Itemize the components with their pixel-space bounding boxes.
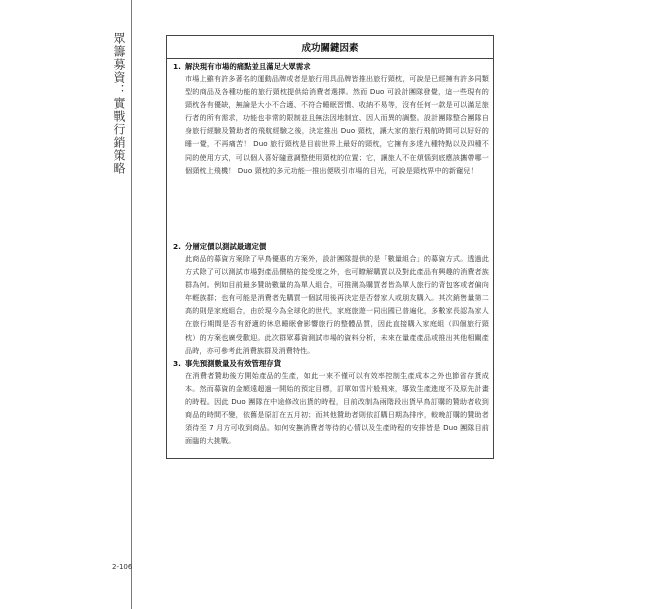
section-2 [173,241,489,357]
section-number: 1. [173,62,181,71]
key-factors-box [166,35,494,459]
section-heading [173,241,489,252]
section-number: 2. [173,242,181,251]
section-title: 分層定價以測試最適定價 [185,242,267,251]
section-title: 解決現有市場的痛點並且滿足大眾需求 [185,62,311,71]
section-body: 市場上雖有許多著名的運動品牌或者是旅行用具品牌皆推出旅行頸枕，可說是已經擁有許多同類型的商品及各種功能的旅行頸枕提供給消費者選擇。然而 Duo 可設計團隊發覺，這一些現有的頸枕各有優缺，無論是大小不合適、不符合睡眠習慣、收納不易等，沒有任何一款是可以滿足旅行者的所有需求，功能也非常的限制並且無法因地制宜、因人而異的調整。設計團隊整合團隊自身旅行經驗及贊助者的飛航經驗之後，決定推出 Duo 頸枕，讓大家的旅行飛航時間可以好好的睡一覺，不再痛苦！ Duo 旅行頸枕是目前世界上最好的頸枕，它擁有多達九種特點以及四種不同的使用方式，可以個人喜好隨意調整使用頸枕的位置；它，讓旅人不在煩惱到底應該攜帶哪一個頸枕上飛機！ Duo 頸枕的多元功能一推出便吸引市場的目光，可說是頸枕界中的新寵兒！ [185,74,489,175]
section-body: 此商品的募資方案除了早鳥優惠的方案外，設計團隊提供的是「數量組合」的募資方式。透過此方式除了可以測試市場對產品價格的接受度之外，也可瞭解購買以及對此產品有興趣的消費者族群為何。例如目前最多贊助數量的為單人組合，可推測為購買者皆為單人旅行的背包客或者偏向年輕族群；也有可能是消費者先購買一個試用後再決定是否替家人或朋友購入。其次銷售量第二高的則是家庭組合，由於現今為全球化的世代，家庭旅遊一同出國已普遍化，多數家長認為家人在旅行期間是否有舒適的休息睡眠會影響旅行的整體品質，因此直接購入家庭組（四個旅行頸枕）的方案也廣受歡迎。此次群眾募資測試市場的資料分析，未來在量產產品或推出其他相關產品時，亦可參考此消費族群及消費特性。 [185,254,489,355]
sidebar-divider [131,0,132,609]
section-heading [173,358,489,369]
section-body: 在消費者贊助後方開始產品的生產，如此一來不僅可以有效率控制生產成本之外也節省存貨成本。然而募資的金額遠超過一開始的預定目標，訂單如雪片般飛來，導致生產進度不及原先計畫的時程。因此 Duo 團隊在中途修改出貨的時程，目前改制為兩階段出貨早鳥訂購的贊助者收到商品的時間不變，依舊是原訂在五月初；而其他贊助者則依訂購日期為排序，較晚訂購的贊助者須待至 7 月方可收到商品。如何安撫消費者等待的心情以及生產時程的安排皆是 Duo 團隊目前面臨的大挑戰。 [185,371,489,446]
section-heading [173,61,489,72]
section-3 [173,358,489,448]
section-title: 事先預測數量及有效管理存貨 [185,359,282,368]
section-number: 3. [173,359,181,368]
section-1 [173,61,489,177]
page-number: 2-106 [112,563,133,571]
box-title: 成功關鍵因素 [167,36,493,59]
chapter-title: 眾籌募資：實戰行銷策略 [112,32,126,175]
